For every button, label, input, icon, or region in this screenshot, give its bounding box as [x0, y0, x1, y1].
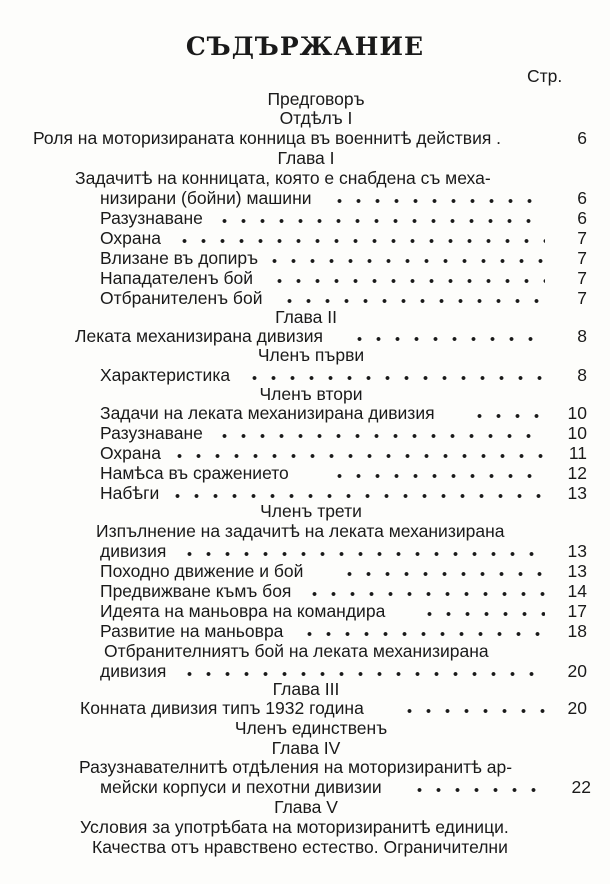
toc-page-number: 8	[577, 326, 587, 346]
toc-page-number: 6	[577, 188, 587, 208]
chapter-heading: Глава I	[277, 148, 335, 168]
toc-entry-text: Намѣса въ сражението	[100, 463, 289, 483]
toc-entry-text: Охрана	[100, 228, 162, 248]
dot-leader	[350, 336, 545, 342]
dot-leader	[270, 278, 545, 284]
toc-entry-text: Идеята на маньовра на командира	[100, 601, 386, 621]
toc-page-number: 10	[567, 423, 587, 443]
toc-page-number: 13	[567, 561, 587, 581]
toc-page-number: 14	[567, 581, 587, 601]
dot-leader	[300, 631, 545, 637]
dot-leader	[420, 611, 545, 617]
dot-leader	[330, 198, 545, 204]
toc-entry-text: Разузнаване	[100, 208, 203, 228]
dot-leader	[180, 671, 545, 677]
toc-entry-text: мейски корпуси и пехотни дивизии	[100, 777, 382, 797]
toc-page-number: 12	[567, 463, 587, 483]
toc-entry-text: Влизане въ допиръ	[100, 248, 259, 268]
member-heading: Членъ трети	[260, 501, 362, 521]
toc-entry-text: Нападателенъ бой	[100, 268, 254, 288]
dot-leader	[470, 413, 545, 419]
toc-entry-text: Предвижване къмъ боя	[100, 581, 292, 601]
toc-entry-text: Отбранителниятъ бой на леката механизирана	[104, 641, 489, 661]
toc-page-number: 20	[567, 698, 587, 718]
toc-page-number: 13	[567, 541, 587, 561]
toc-entry-text: Набѣги	[100, 483, 160, 503]
chapter-heading: Глава V	[274, 797, 338, 817]
section-heading: Отдѣлъ I	[279, 108, 353, 128]
toc-page-number: 6	[577, 128, 587, 148]
toc-page-number: 20	[567, 661, 587, 681]
toc-page-number: 8	[577, 365, 587, 385]
dot-leader	[245, 375, 545, 381]
dot-leader	[180, 551, 545, 557]
toc-page-number: 17	[567, 601, 587, 621]
toc-entry-text: Развитие на маньовра	[100, 621, 284, 641]
toc-entry-text: Разузнавателнитѣ отдѣления на моторизиранитѣ ар-	[79, 757, 513, 777]
toc-page-number: 18	[567, 621, 587, 641]
toc-entry-text: Роля на моторизираната конница въ военнитѣ действия .	[33, 128, 502, 148]
dot-leader	[330, 473, 545, 479]
dot-leader	[280, 298, 545, 304]
toc-entry-text: Задачитѣ на конницата, която е снабдена съ меха-	[75, 168, 491, 188]
page-column-header: Стр.	[527, 66, 563, 86]
dot-leader	[215, 433, 545, 439]
member-heading: Членъ първи	[257, 345, 365, 365]
toc-entry-text: дивизия	[100, 541, 167, 561]
toc-entry-text: Охрана	[100, 443, 162, 463]
dot-leader	[265, 258, 545, 264]
dot-leader	[400, 708, 545, 714]
dot-leader	[175, 238, 545, 244]
toc-entry-text: Отбранителенъ бой	[100, 288, 263, 308]
dot-leader	[168, 493, 545, 499]
toc-page-number: 7	[577, 228, 587, 248]
chapter-heading: Глава III	[272, 679, 340, 699]
toc-page-number: 13	[567, 483, 587, 503]
toc-entry-text: Конната дивизия типъ 1932 година	[80, 698, 364, 718]
toc-entry-text: дивизия	[100, 661, 167, 681]
dot-leader	[170, 453, 545, 459]
preface-heading: Предговоръ	[267, 89, 365, 109]
chapter-heading: Глава IV	[271, 738, 341, 758]
dot-leader	[305, 591, 545, 597]
toc-page-number: 7	[577, 288, 587, 308]
toc-page-number: 7	[577, 248, 587, 268]
page-title: СЪДЪРЖАНИЕ	[185, 32, 425, 61]
toc-entry-text: Леката механизирана дивизия	[75, 326, 323, 346]
member-heading: Членъ единственъ	[234, 718, 388, 738]
toc-entry-text: Характеристика	[100, 365, 231, 385]
toc-page-number: 10	[567, 403, 587, 423]
member-heading: Членъ втори	[259, 384, 363, 404]
toc-entry-text: Изпълнение на задачитѣ на леката механизирана	[96, 521, 505, 541]
toc-entry-text: Походно движение и бой	[100, 561, 304, 581]
dot-leader	[215, 218, 545, 224]
dot-leader	[340, 571, 545, 577]
toc-entry-text: Разузнаване	[100, 423, 203, 443]
chapter-heading: Глава II	[275, 307, 337, 327]
toc-entry-text: Задачи на леката механизирана дивизия	[100, 403, 435, 423]
dot-leader	[410, 787, 545, 793]
toc-page-number: 11	[568, 443, 587, 463]
toc-entry-text: низирани (бойни) машини	[100, 188, 312, 208]
toc-page-number: 22	[571, 777, 591, 797]
toc-entry-text: Условия за употрѣбата на моторизиранитѣ единици.	[80, 817, 509, 837]
toc-page-number: 6	[577, 208, 587, 228]
toc-page-number: 7	[577, 268, 587, 288]
toc-entry-text: Качества отъ нравствено естество. Ограничителни	[92, 837, 508, 857]
